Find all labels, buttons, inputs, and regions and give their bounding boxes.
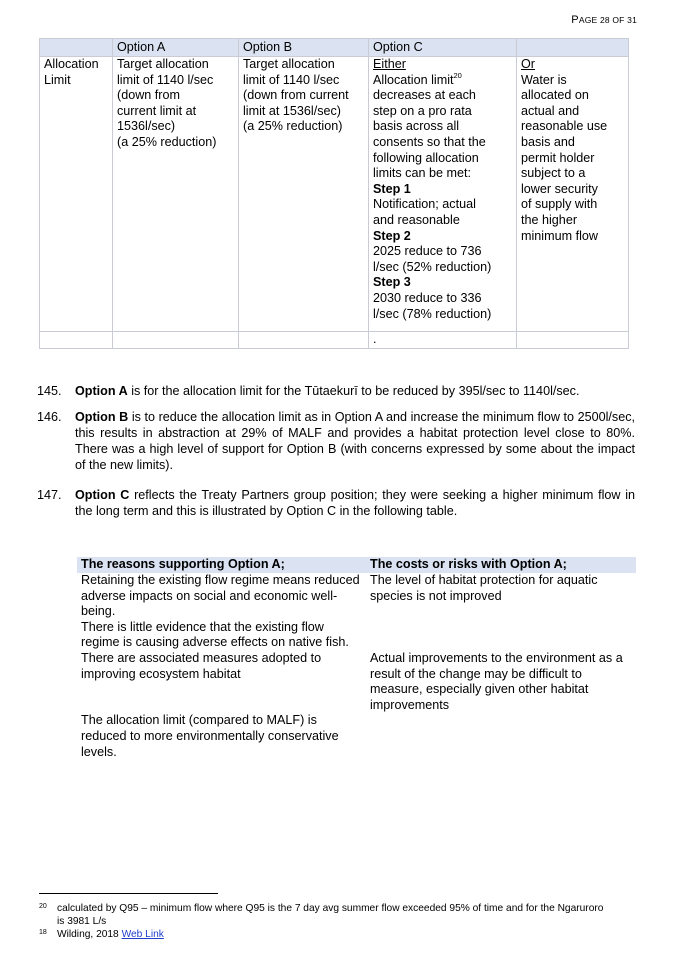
alloc-line (373, 70, 512, 89)
blank-cell (113, 332, 239, 349)
footnote-mark: 18 (39, 929, 47, 936)
reasons-table-header (77, 557, 636, 573)
paragraph-body: is for the allocation limit for the Tūtaekurī to be reduced by 395l/sec to 1140l/sec. (127, 384, 580, 398)
or-line: of supply with (521, 197, 598, 212)
or-line: actual and (521, 103, 580, 118)
option-c-line: following allocation (373, 150, 479, 165)
option-a-line: (down from (117, 88, 180, 103)
paragraph-number: 146. (37, 410, 62, 424)
paragraph-text (75, 409, 635, 473)
paragraph-text (75, 487, 635, 519)
step-3-line: l/sec (78% reduction) (373, 306, 492, 321)
page-number: PAGE 28 OF 31 (571, 14, 637, 26)
footnote-text: Wilding, 2018 (57, 929, 122, 940)
reason-cell: Retaining the existing flow regime means reduced adverse impacts on social and economic well-being. (81, 573, 360, 619)
option-c-cell (369, 57, 517, 332)
footnote-20 (39, 902, 609, 928)
reasons-table (77, 557, 636, 760)
option-c-line: consents so that the (373, 134, 486, 149)
paragraph-lead: Option B (75, 410, 129, 424)
option-b-line: limit of 1140 l/sec (243, 72, 340, 87)
blank-cell (239, 332, 369, 349)
option-b-line: limit at 1536l/sec) (243, 103, 341, 118)
risk-cell (366, 620, 636, 651)
blank-row (40, 332, 629, 349)
footnote-mark: 20 (39, 903, 47, 910)
option-b-line: (down from current (243, 88, 349, 103)
paragraph-number: 147. (37, 488, 62, 502)
paragraph-146 (37, 409, 635, 473)
footnote-ref: 20 (453, 70, 462, 80)
paragraph-text (75, 383, 635, 399)
header-option-a: Option A (113, 39, 239, 57)
paragraph-lead: Option C (75, 488, 130, 502)
blank-cell (517, 332, 629, 349)
reason-cell: There is little evidence that the existing flow regime is causing adverse effects on native fish. (81, 619, 349, 650)
step-2-label: Step 2 (373, 228, 411, 243)
risk-cell: The level of habitat protection for aquatic species is not improved (370, 573, 598, 603)
row-label: Allocation Limit (40, 57, 113, 332)
or-line: Water is (521, 72, 567, 87)
or-line: basis and (521, 134, 575, 149)
step-2-line: l/sec (52% reduction) (373, 259, 492, 274)
option-c-line: decreases at each (373, 88, 476, 103)
option-b-cell (239, 57, 369, 332)
or-line: reasonable use (521, 119, 608, 134)
alloc-text: Allocation limit (373, 72, 454, 87)
reasons-header-left: The reasons supporting Option A; (77, 557, 366, 573)
footnote-text-wrap (57, 928, 609, 941)
allocation-limit-row (40, 57, 629, 332)
risk-cell: Actual improvements to the environment as a result of the change may be difficult to measure, especially given other habitat improvements (370, 650, 623, 712)
paragraph-body: is to reduce the allocation limit as in Option A and increase the minimum flow to 2500l/sec, this results in abstraction at 29% of MALF and provides a habitat protection level close to 80%. There was a high level of support for Option B (with concerns expressed by some about the impact of the new limits). (75, 410, 635, 472)
option-a-line: limit of 1140 l/sec (117, 72, 214, 87)
step-3-line: 2030 reduce to 336 (373, 290, 482, 305)
risk-cell (366, 713, 636, 760)
option-b-line: Target allocation (243, 57, 335, 71)
or-line: lower security (521, 181, 598, 196)
or-line: minimum flow (521, 228, 598, 243)
or-line: permit holder (521, 150, 595, 165)
option-c-line: limits can be met: (373, 166, 471, 181)
footnote-text: calculated by Q95 – minimum flow where Q95 is the 7 day avg summer flow exceeded 95% of time and for the Ngaruroro is 3981 L/s (57, 903, 604, 927)
step-1-label: Step 1 (373, 181, 411, 196)
reasons-header-right: The costs or risks with Option A; (366, 557, 636, 573)
reasons-row (77, 713, 636, 760)
header-cell (517, 39, 629, 57)
either-label: Either (373, 57, 406, 71)
footnote-separator (39, 893, 218, 894)
paragraph-number: 145. (37, 384, 62, 398)
or-line: the higher (521, 212, 578, 227)
option-a-line: 1536l/sec) (117, 119, 176, 134)
reason-cell: There are associated measures adopted to improving ecosystem habitat (81, 650, 322, 681)
paragraph-145 (37, 383, 635, 399)
or-label: Or (521, 57, 535, 71)
blank-cell (40, 332, 113, 349)
header-option-c: Option C (369, 39, 517, 57)
option-or-cell (517, 57, 629, 332)
step-1-line: Notification; actual (373, 197, 476, 212)
option-a-line: current limit at (117, 103, 197, 118)
step-2-line: 2025 reduce to 736 (373, 244, 482, 259)
option-c-line: step on a pro rata (373, 103, 472, 118)
options-table (39, 38, 629, 349)
reasons-row (77, 651, 636, 713)
option-a-line: Target allocation (117, 57, 209, 71)
header-option-b: Option B (239, 39, 369, 57)
option-a-cell (113, 57, 239, 332)
header-cell (40, 39, 113, 57)
reasons-row (77, 573, 636, 620)
paragraph-lead: Option A (75, 384, 128, 398)
reasons-row (77, 620, 636, 651)
option-a-line: (a 25% reduction) (117, 134, 217, 149)
footnote-18 (39, 928, 609, 941)
web-link[interactable]: Web Link (121, 929, 164, 940)
step-1-line: and reasonable (373, 212, 460, 227)
or-line: subject to a (521, 166, 586, 181)
step-3-label: Step 3 (373, 275, 411, 290)
paragraph-147 (37, 487, 635, 519)
option-c-line: basis across all (373, 119, 460, 134)
option-b-line: (a 25% reduction) (243, 119, 343, 134)
or-line: allocated on (521, 88, 589, 103)
blank-cell-dot: . (369, 332, 517, 349)
paragraph-body: reflects the Treaty Partners group position; they were seeking a higher minimum flow in the long term and this is illustrated by Option C in the following table. (75, 488, 635, 518)
reason-cell: The allocation limit (compared to MALF) is reduced to more environmentally conservative levels. (81, 713, 339, 759)
options-table-header (40, 39, 629, 57)
